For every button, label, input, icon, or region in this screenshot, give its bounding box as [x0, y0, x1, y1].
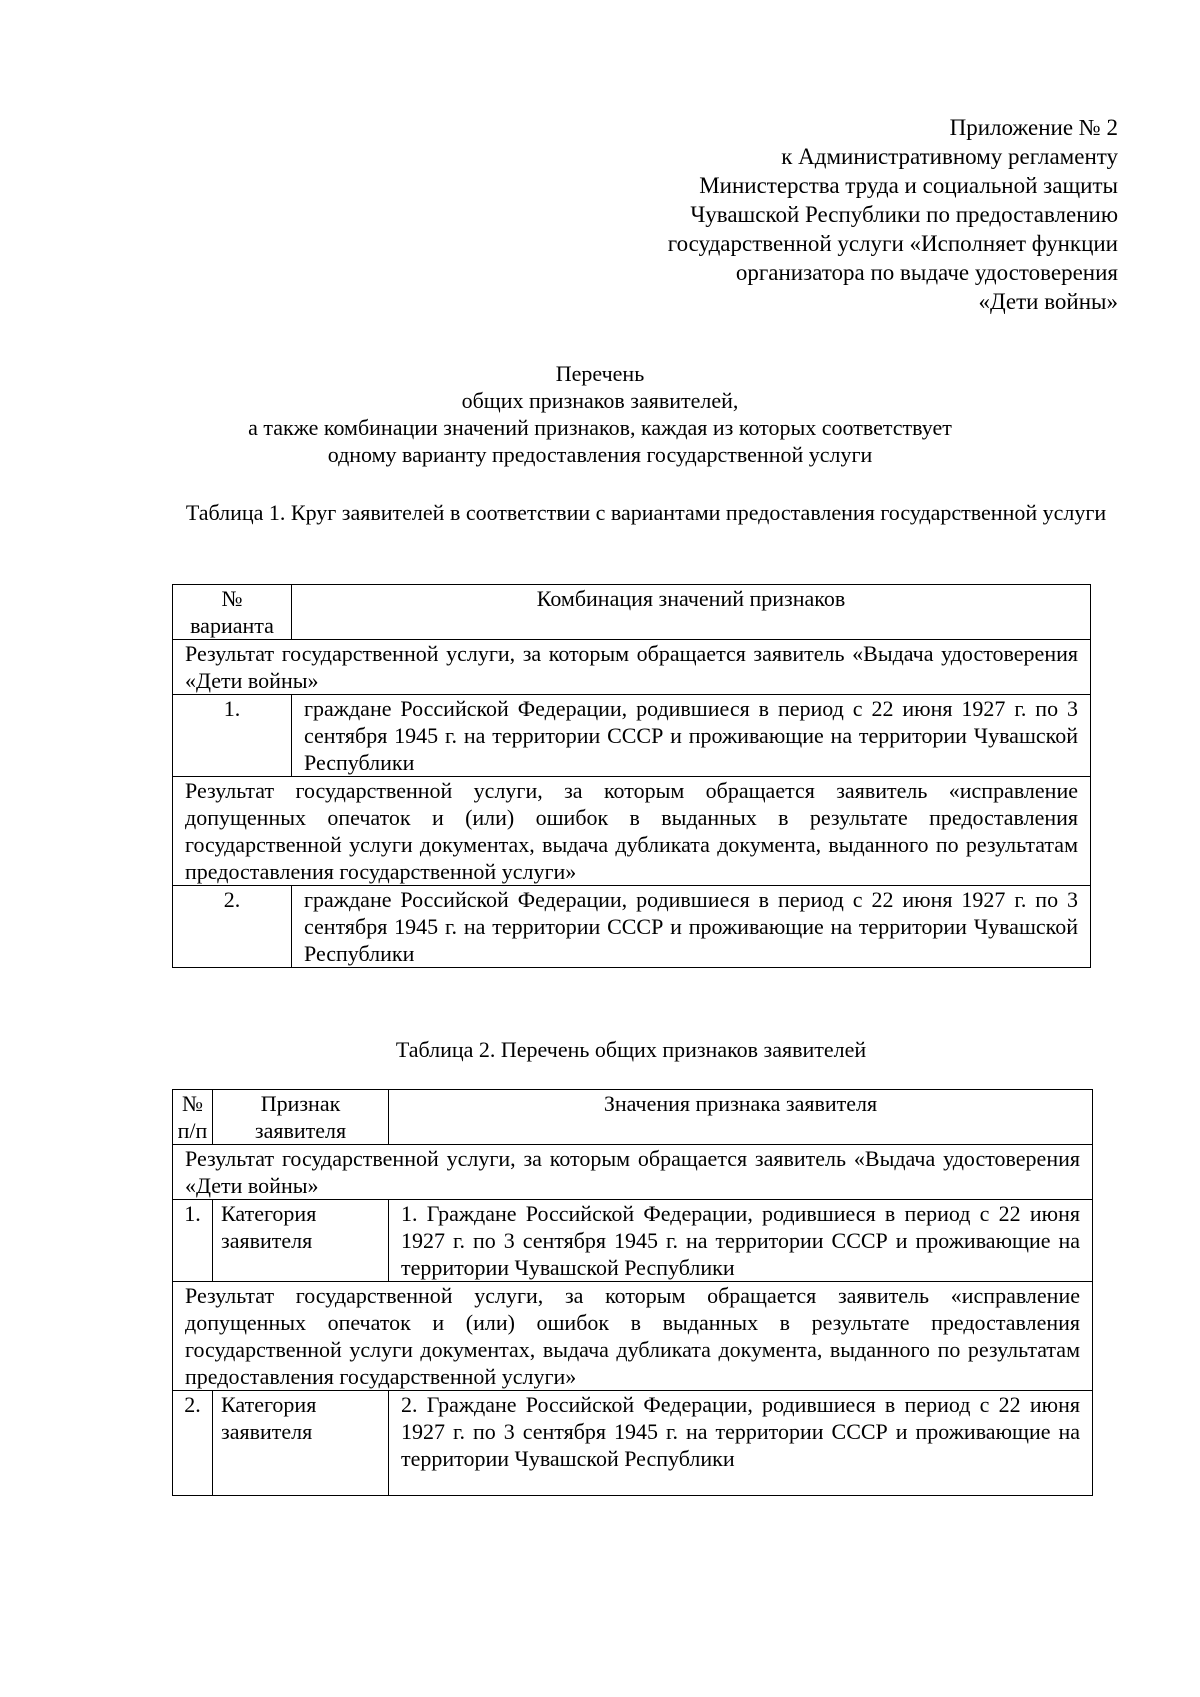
section-result-2: Результат государственной услуги, за которым обращается заявитель «исправление допущенных опечаток и (или) ошибок в выданных в результате предоставления государственной услуги документах, выдача дубликата документа, выданного по результатам предоставления государственной услуги»	[173, 777, 1091, 886]
variant-number: 1.	[173, 695, 292, 777]
table-header-row	[173, 585, 1091, 640]
section-result-1: Результат государственной услуги, за которым обращается заявитель «Выдача удостоверения «Дети войны»	[173, 1145, 1093, 1200]
attribute-value: 1. Граждане Российской Федерации, родившиеся в период с 22 июня 1927 г. по 3 сентября 1945 г. на территории СССР и проживающие на территории Чувашской Республики	[389, 1200, 1093, 1282]
header-attribute: Признак заявителя	[213, 1090, 389, 1145]
appendix-line: государственной услуги «Исполняет функции	[667, 231, 1118, 256]
header-row-number: № п/п	[173, 1090, 213, 1145]
variant-number: 2.	[173, 886, 292, 968]
document-title	[150, 360, 1050, 468]
appendix-line: «Дети войны»	[978, 289, 1118, 314]
appendix-line: к Административному регламенту	[781, 144, 1118, 169]
table-row	[173, 886, 1091, 968]
appendix-line: Чувашской Республики по предоставлению	[690, 202, 1118, 227]
attribute-value: 2. Граждане Российской Федерации, родившиеся в период с 22 июня 1927 г. по 3 сентября 1945 г. на территории СССР и проживающие на территории Чувашской Республики	[389, 1391, 1093, 1496]
table1-caption: Таблица 1. Круг заявителей в соответствии с вариантами предоставления государственной услуги	[185, 500, 1107, 525]
table-section-row	[173, 1145, 1093, 1200]
row-number: 2.	[173, 1391, 213, 1496]
appendix-line: организатора по выдаче удостоверения	[735, 260, 1118, 285]
table1-applicant-variants	[172, 584, 1091, 968]
section-result-1: Результат государственной услуги, за которым обращается заявитель «Выдача удостоверения «Дети войны»	[173, 640, 1091, 695]
attribute-name: Категория заявителя	[213, 1200, 389, 1282]
appendix-line: Министерства труда и социальной защиты	[699, 173, 1118, 198]
header-variant-number: № варианта	[173, 585, 292, 640]
table-section-row	[173, 640, 1091, 695]
attribute-name: Категория заявителя	[213, 1391, 389, 1496]
table2-applicant-attributes	[172, 1089, 1093, 1496]
variant-combination: граждане Российской Федерации, родившиеся в период с 22 июня 1927 г. по 3 сентября 1945 г. на территории СССР и проживающие на территории Чувашской Республики	[292, 886, 1091, 968]
variant-combination: граждане Российской Федерации, родившиеся в период с 22 июня 1927 г. по 3 сентября 1945 г. на территории СССР и проживающие на территории Чувашской Республики	[292, 695, 1091, 777]
appendix-header	[558, 113, 1118, 316]
table-row	[173, 1200, 1093, 1282]
title-line: одному варианту предоставления государственной услуги	[327, 442, 873, 467]
header-combination: Комбинация значений признаков	[292, 585, 1091, 640]
title-line: а также комбинации значений признаков, каждая из которых соответствует	[248, 415, 952, 440]
title-line: Перечень	[555, 361, 645, 386]
table-header-row	[173, 1090, 1093, 1145]
row-number: 1.	[173, 1200, 213, 1282]
section-result-2: Результат государственной услуги, за которым обращается заявитель «исправление допущенных опечаток и (или) ошибок в выданных в результате предоставления государственной услуги документах, выдача дубликата документа, выданного по результатам предоставления государственной услуги»	[173, 1282, 1093, 1391]
appendix-line: Приложение № 2	[949, 115, 1118, 140]
table2-caption: Таблица 2. Перечень общих признаков заявителей	[395, 1037, 867, 1062]
title-line: общих признаков заявителей,	[461, 388, 739, 413]
table-row	[173, 695, 1091, 777]
table-section-row	[173, 1282, 1093, 1391]
table-section-row	[173, 777, 1091, 886]
header-attribute-values: Значения признака заявителя	[389, 1090, 1093, 1145]
table-row	[173, 1391, 1093, 1496]
